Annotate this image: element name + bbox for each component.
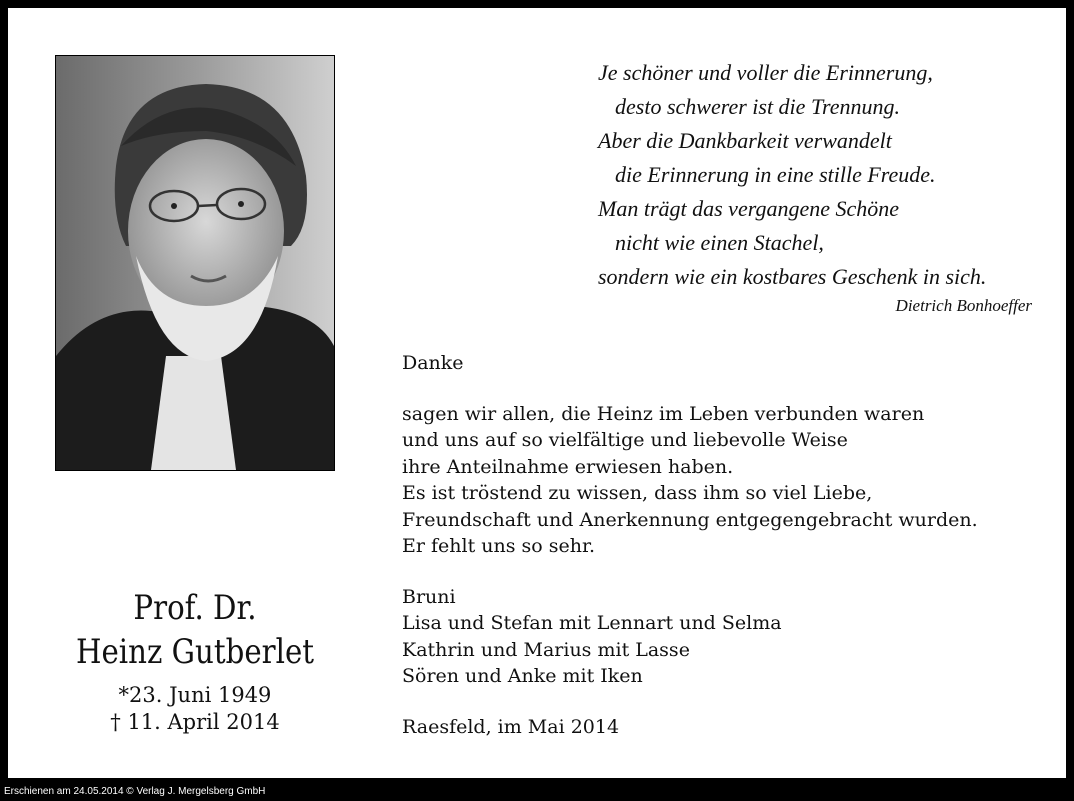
family-member: Lisa und Stefan mit Lennart und Selma (402, 612, 782, 634)
poem-author: Dietrich Bonhoeffer (895, 296, 1032, 315)
poem-line: Man trägt das vergangene Schöne (598, 196, 900, 221)
obituary-card (8, 8, 1066, 778)
birth-date: *23. Juni 1949 (118, 683, 272, 707)
life-dates (28, 682, 362, 736)
deceased-title: Prof. Dr. (133, 588, 257, 628)
message-line: Er fehlt uns so sehr. (402, 535, 596, 557)
deceased-name-block (28, 586, 362, 736)
thanks-message (402, 350, 1052, 740)
thanks-heading: Danke (402, 352, 464, 374)
poem-line: Aber die Dankbarkeit verwandelt (598, 128, 892, 153)
publication-footer: Erschienen am 24.05.2014 © Verlag J. Mergelsberg GmbH (4, 786, 266, 797)
message-line: und uns auf so vielfältige und liebevolle Weise (402, 429, 848, 451)
place-date: Raesfeld, im Mai 2014 (402, 715, 620, 738)
poem-line: desto schwerer ist die Trennung. (615, 94, 900, 119)
message-line: Freundschaft und Anerkennung entgegengebracht wurden. (402, 508, 978, 531)
message-line: sagen wir allen, die Heinz im Leben verbunden waren (402, 402, 925, 425)
death-date: † 11. April 2014 (110, 710, 280, 734)
family-member: Bruni (402, 585, 456, 608)
deceased-name: Heinz Gutberlet (75, 632, 315, 672)
portrait-image (56, 56, 334, 470)
message-line: ihre Anteilnahme erwiesen haben. (402, 455, 734, 478)
poem-line: Je schöner und voller die Erinnerung, (598, 60, 933, 85)
family-member: Sören und Anke mit Iken (402, 665, 643, 687)
poem-line: sondern wie ein kostbares Geschenk in sich. (598, 264, 987, 289)
family-member: Kathrin und Marius mit Lasse (402, 638, 690, 661)
poem-line: nicht wie einen Stachel, (615, 230, 824, 255)
portrait-photo (55, 55, 335, 471)
message-line: Es ist tröstend zu wissen, dass ihm so viel Liebe, (402, 482, 873, 504)
poem-line: die Erinnerung in eine stille Freude. (615, 162, 936, 187)
poem (598, 56, 1048, 294)
